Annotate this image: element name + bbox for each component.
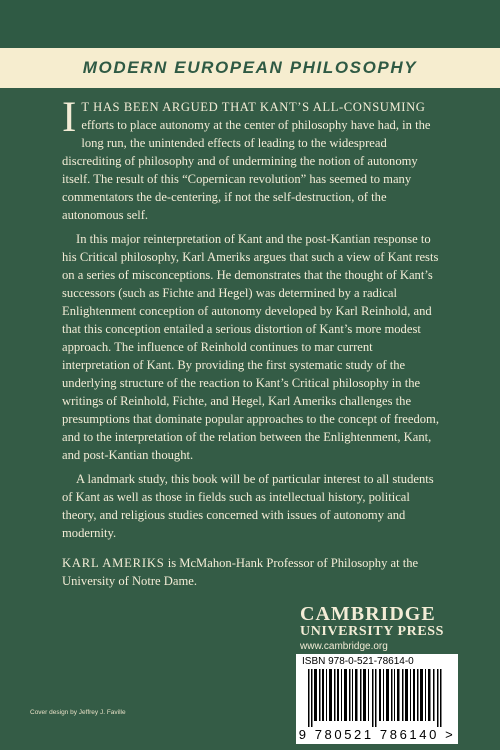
isbn-label: ISBN 978-0-521-78614-0 (302, 656, 414, 667)
author-bio (62, 554, 440, 590)
blurb-text (62, 94, 440, 596)
publisher-name: CAMBRIDGE (300, 603, 436, 625)
isbn-barcode (296, 654, 458, 744)
blurb-paragraph-1 (62, 94, 440, 224)
cover-design-credit: Cover design by Jeffrey J. Faville (30, 709, 126, 716)
blurb-paragraph-3: A landmark study, this book will be of particular interest to all students of Kant as well as those in fields such as intellectual history, political theory, and religious studies concerned with issues of autonomy and modernity. (62, 472, 434, 540)
blurb-paragraph-2: In this major reinterpretation of Kant and the post-Kantian response to his Critical philosophy, Karl Ameriks argues that such a view of Kant rests on a series of misconceptions. He demonstrates that the thought of Kant’s successors (such as Fichte and Hegel) was determined by a radical Enlightenment conception of autonomy developed by Karl Reinhold, and that this conception entailed a serious distortion of Kant’s more modest approach. The influence of Reinhold continues to mar current interpretation of Kant. By providing the first systematic study of the underlying structure of the reaction to Kant’s Critical philosophy in the writings of Reinhold, Fichte, and Hegel, Karl Ameriks challenges the presumptions that dominate popular approaches to the concept of freedom, and to the interpretation of the relation between the Enlightenment, Kant, and post-Kantian thought. (62, 232, 439, 462)
paragraph-1-text: efforts to place autonomy at the center of philosophy have had, in the long run, the unintended effects of leading to the widespread discrediting of philosophy and of undermining the notion of autonomy itself. The result of this “Copernican revolution” has seemed to many commentators the de-centering, if not the self-destruction, of the autonomous self. (62, 118, 431, 222)
opening-caps: T HAS BEEN ARGUED THAT KANT’S ALL-CONSUMING (81, 100, 426, 114)
author-name: KARL AMERIKS (62, 556, 165, 570)
barcode-bars-graphic (306, 669, 450, 727)
publisher-logo (300, 604, 460, 654)
publisher-press: UNIVERSITY PRESS (300, 624, 445, 639)
top-color-band (0, 0, 500, 48)
author-bio-text: is McMahon-Hank Professor of Philosophy at the University of Notre Dame. (62, 556, 419, 588)
drop-cap: I (62, 94, 77, 141)
series-banner (0, 48, 500, 88)
barcode-digits: 9 780521 786140 > (298, 727, 456, 742)
series-title: MODERN EUROPEAN PHILOSOPHY (82, 58, 418, 77)
publisher-url: www.cambridge.org (300, 641, 388, 652)
